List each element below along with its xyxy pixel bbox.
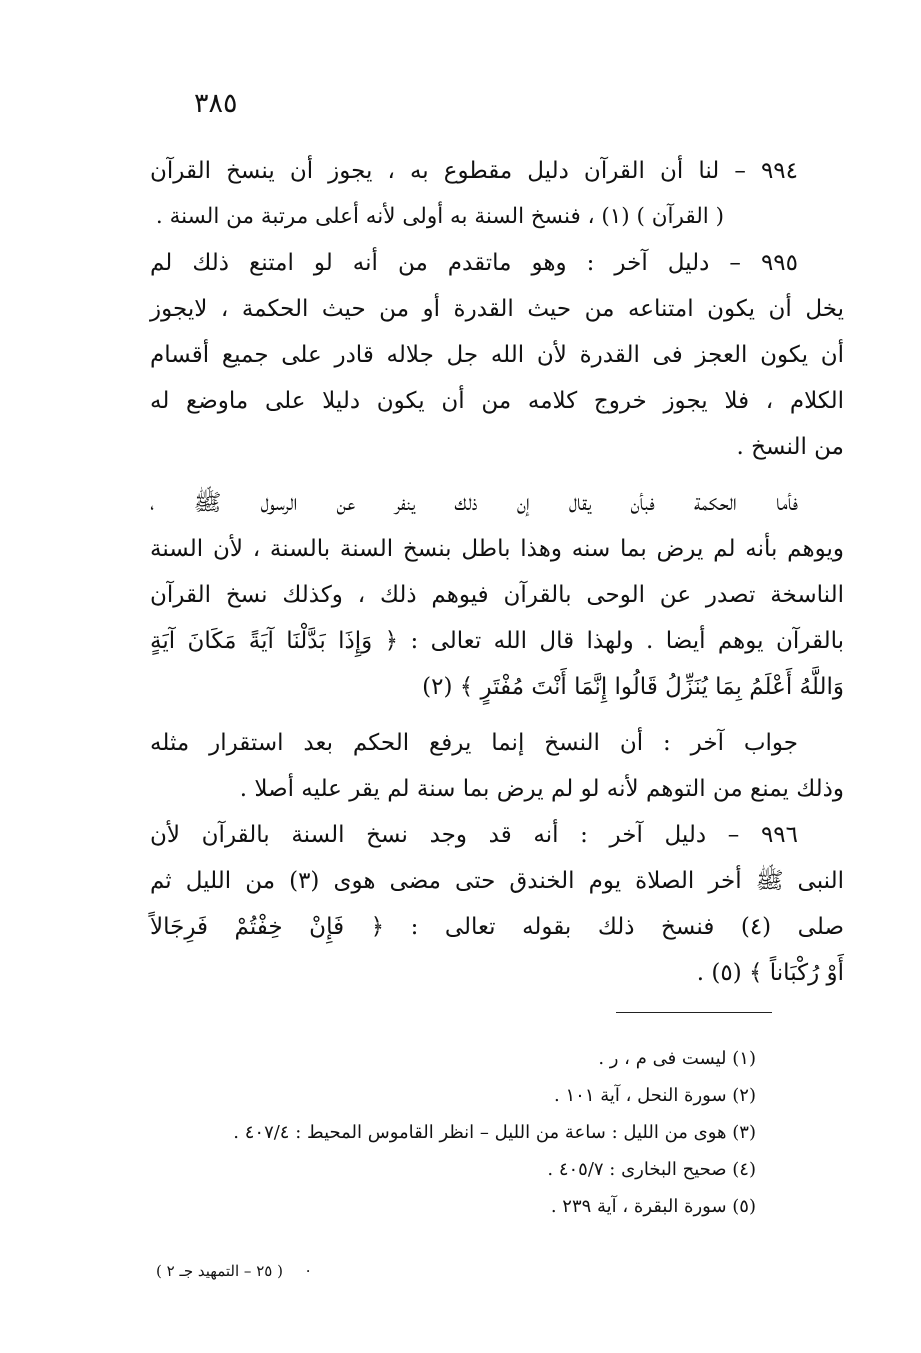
footnote-3: (٣) هوى من الليل : ساعة من الليل – انظر القاموس المحيط : ٤٠٧/٤ .: [233, 1122, 756, 1143]
text-line: ٩٩٤ – لنا أن القرآن دليل مقطوع به ، يجوز أن ينسخ القرآن: [150, 158, 798, 184]
text-line: جواب آخر : أن النسخ إنما يرفع الحكم بعد استقرار مثله: [150, 730, 798, 756]
text-line: ٩٩٥ – دليل آخر : وهو ماتقدم من أنه لو امتنع ذلك لم: [150, 250, 798, 276]
text-line: ( القرآن ) (١) ، فنسخ السنة به أولى لأنه أعلى مرتبة من السنة .: [155, 204, 724, 229]
text-line: ٩٩٦ – دليل آخر : أنه قد وجد نسخ السنة بالقرآن لأن: [150, 822, 798, 848]
paragraph-hikma: [150, 480, 844, 710]
text-line: الكلام ، فلا يجوز خروج كلامه من أن يكون دليلا على ماوضع له: [150, 388, 844, 414]
text-line: ويوهم بأنه لم يرض بما سنه وهذا باطل بنسخ السنة بالسنة ، لأن السنة: [150, 536, 844, 562]
paragraph-gap: [150, 710, 844, 720]
paragraph-jawab: [150, 720, 844, 812]
text-line: صلى (٤) فنسخ ذلك بقوله تعالى : ﴿ فَإِنْ خِفْتُمْ فَرِجَالاً: [150, 914, 844, 940]
footnote-4: (٤) صحيح البخارى : ٤٠٥/٧ .: [547, 1159, 756, 1180]
text-line: أن يكون العجز فى القدرة لأن الله جل جلاله قادر على جميع أقسام: [150, 342, 844, 368]
text-line: وَاللَّهُ أَعْلَمُ بِمَا يُنَزِّلُ قَالُوا إِنَّمَا أَنْتَ مُفْتَرٍ ﴾ (٢): [422, 674, 844, 700]
text-line: أَوْ رُكْبَاناً ﴾ (٥) .: [696, 960, 844, 986]
footnote-2: (٢) سورة النحل ، آية ١٠١ .: [554, 1085, 756, 1106]
text-line: من النسخ .: [736, 434, 844, 460]
footnotes: [150, 1040, 756, 1225]
body-text: [150, 148, 844, 996]
paragraph-995: [150, 240, 844, 470]
footnote-5: (٥) سورة البقرة ، آية ٢٣٩ .: [550, 1196, 756, 1217]
signature-dot: ·: [305, 1262, 311, 1280]
text-line: فأما الحكمة فبأن يقال إن ذلك ينفر عن الرسول ﷺ ،: [150, 490, 798, 516]
footnote-1: (١) ليست فى م ، ر .: [598, 1048, 756, 1069]
text-line: النبى ﷺ أخر الصلاة يوم الخندق حتى مضى هوى (٣) من الليل ثم: [150, 868, 844, 894]
page-number: ٣٨٥: [194, 88, 238, 119]
paragraph-994: [150, 148, 844, 240]
printer-signature: [156, 1262, 311, 1280]
text-line: الناسخة تصدر عن الوحى بالقرآن فيوهم ذلك ، وكذلك نسخ القرآن: [150, 582, 844, 608]
text-line: وذلك يمنع من التوهم لأنه لو لم يرض بما سنة لم يقر عليه أصلا .: [239, 776, 844, 802]
footnote-divider: [616, 1012, 772, 1013]
text-line: بالقرآن يوهم أيضا . ولهذا قال الله تعالى : ﴿ وَإِذَا بَدَّلْنَا آيَةً مَكَانَ آيَةٍ: [150, 628, 844, 654]
text-line: يخل أن يكون امتناعه من حيث القدرة أو من حيث الحكمة ، لايجوز: [150, 296, 844, 322]
paragraph-gap: [150, 470, 844, 480]
signature-text: ( ٢٥ – التمهيد جـ ٢ ): [156, 1262, 283, 1280]
paragraph-996: [150, 812, 844, 996]
